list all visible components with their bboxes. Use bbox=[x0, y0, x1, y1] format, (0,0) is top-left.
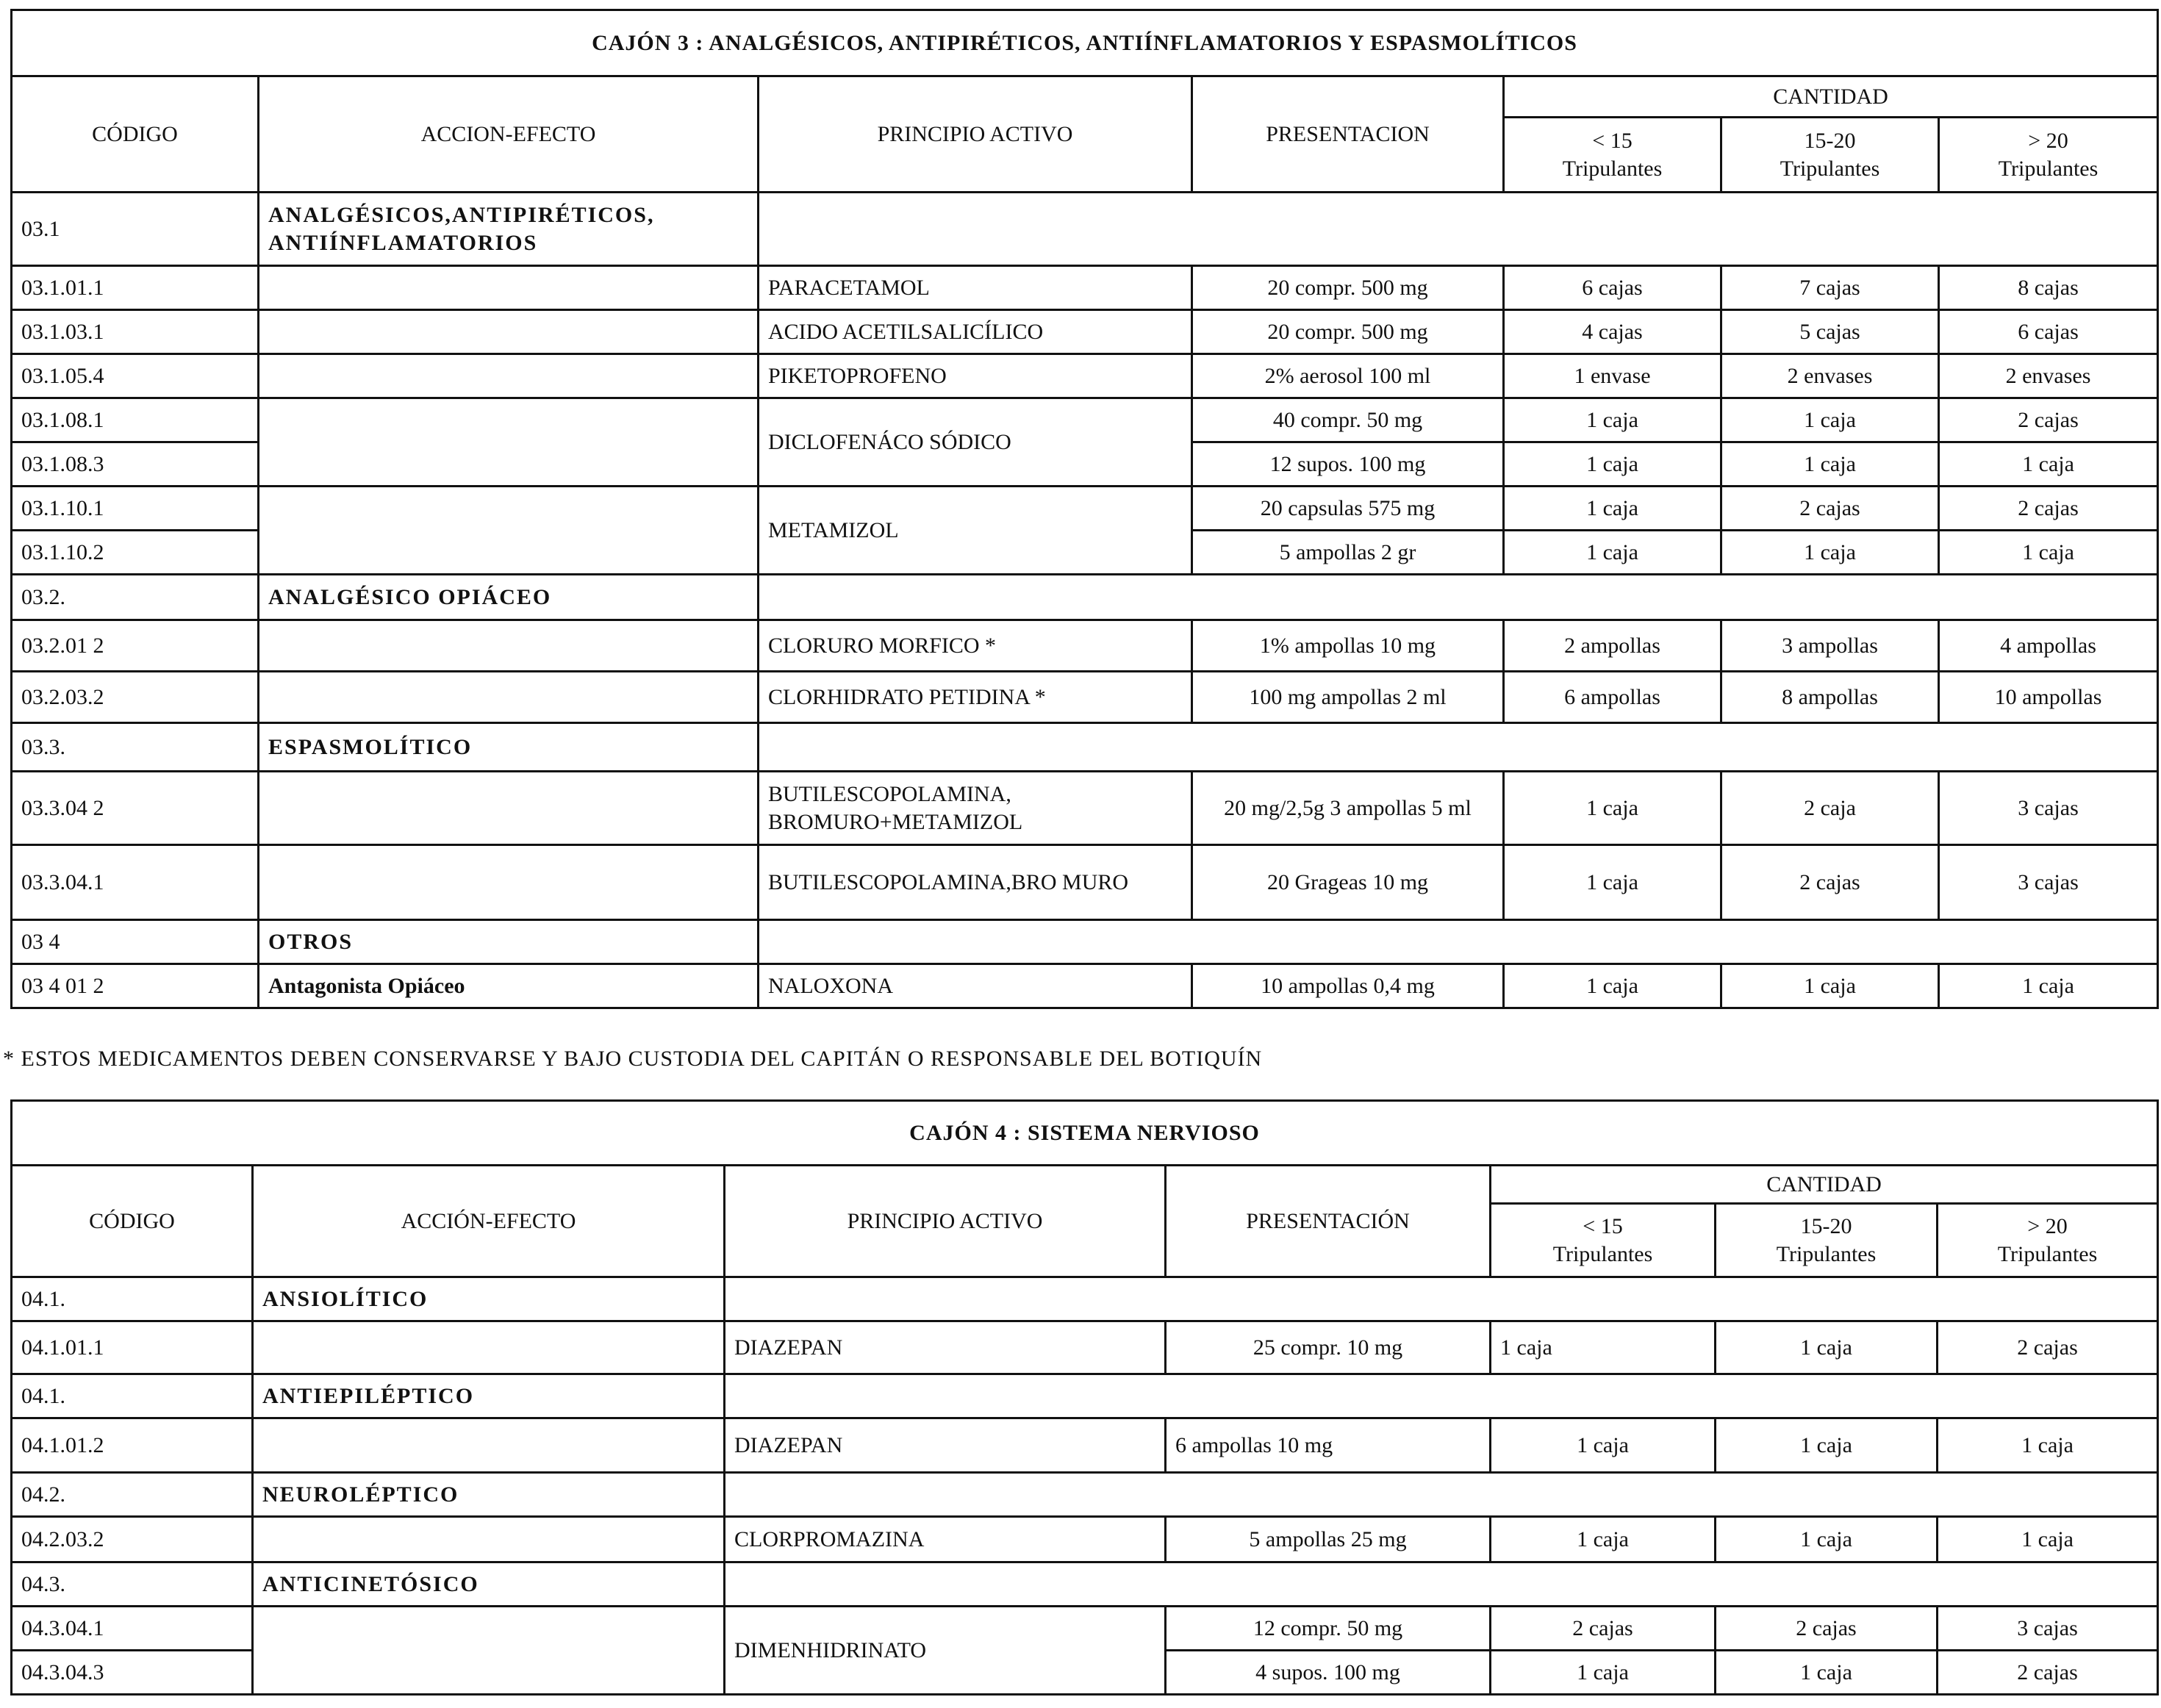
header-qty-gt20 bbox=[1939, 118, 2158, 193]
table-row bbox=[12, 1418, 2158, 1473]
row-qty-lt15: 1 caja bbox=[1504, 845, 1721, 920]
row-qty-gt20: 2 cajas bbox=[1938, 1651, 2158, 1695]
row-qty-15-20: 5 cajas bbox=[1721, 310, 1939, 354]
row-presentacion: 5 ampollas 2 gr bbox=[1192, 531, 1504, 575]
row-qty-gt20: 2 envases bbox=[1939, 354, 2158, 398]
row-principio: ACIDO ACETILSALICÍLICO bbox=[759, 310, 1192, 354]
row-qty-15-20: 1 caja bbox=[1716, 1321, 1938, 1374]
section-code: 03.2. bbox=[12, 575, 259, 620]
row-principio: PIKETOPROFENO bbox=[759, 354, 1192, 398]
row-qty-15-20: 2 envases bbox=[1721, 354, 1939, 398]
header-qty-15-20-label: Tripulantes bbox=[1776, 1241, 1877, 1266]
table-row bbox=[12, 1517, 2158, 1562]
row-qty-15-20: 1 caja bbox=[1716, 1517, 1938, 1562]
section-row bbox=[12, 193, 2158, 266]
row-qty-15-20: 1 caja bbox=[1721, 442, 1939, 487]
section-name: ANALGÉSICO OPIÁCEO bbox=[259, 575, 759, 620]
table-row bbox=[12, 487, 2158, 531]
row-code: 03.1.03.1 bbox=[12, 310, 259, 354]
row-code: 04.3.04.3 bbox=[12, 1651, 253, 1695]
row-qty-gt20: 1 caja bbox=[1939, 531, 2158, 575]
row-code: 03.1.10.1 bbox=[12, 487, 259, 531]
header-principio-activo: PRINCIPIO ACTIVO bbox=[759, 76, 1192, 193]
row-principio: CLORPROMAZINA bbox=[725, 1517, 1166, 1562]
section-code: 03.3. bbox=[12, 723, 259, 772]
header-codigo: CÓDIGO bbox=[12, 1166, 253, 1277]
header-accion-efecto: ACCION-EFECTO bbox=[259, 76, 759, 193]
header-qty-lt15 bbox=[1504, 118, 1721, 193]
row-presentacion: 5 ampollas 25 mg bbox=[1166, 1517, 1491, 1562]
header-qty-15-20-range: 15-20 bbox=[1800, 1214, 1852, 1238]
section-code: 04.3. bbox=[12, 1562, 253, 1607]
header-qty-lt15-label: Tripulantes bbox=[1562, 156, 1663, 181]
table-row bbox=[12, 354, 2158, 398]
cajon4-title: CAJÓN 4 : SISTEMA NERVIOSO bbox=[12, 1101, 2158, 1166]
row-qty-lt15: 1 caja bbox=[1504, 442, 1721, 487]
header-qty-15-20 bbox=[1716, 1204, 1938, 1277]
row-presentacion: 25 compr. 10 mg bbox=[1166, 1321, 1491, 1374]
row-principio: DIAZEPAN bbox=[725, 1418, 1166, 1473]
header-qty-15-20-label: Tripulantes bbox=[1780, 156, 1880, 181]
row-code: 04.1.01.2 bbox=[12, 1418, 253, 1473]
section-code: 03 4 bbox=[12, 920, 259, 964]
header-cantidad: CANTIDAD bbox=[1504, 76, 2158, 118]
row-principio: BUTILESCOPOLAMINA,BRO MURO bbox=[759, 845, 1192, 920]
section-name: ANSIOLÍTICO bbox=[253, 1277, 725, 1321]
row-code: 03.3.04 2 bbox=[12, 772, 259, 845]
row-presentacion: 1% ampollas 10 mg bbox=[1192, 620, 1504, 672]
header-qty-lt15-range: < 15 bbox=[1583, 1214, 1623, 1238]
row-qty-lt15: 1 caja bbox=[1504, 487, 1721, 531]
row-qty-lt15: 4 cajas bbox=[1504, 310, 1721, 354]
row-code: 03.1.05.4 bbox=[12, 354, 259, 398]
row-presentacion: 40 compr. 50 mg bbox=[1192, 398, 1504, 442]
section-row bbox=[12, 920, 2158, 964]
row-principio: NALOXONA bbox=[759, 964, 1192, 1008]
row-presentacion: 20 compr. 500 mg bbox=[1192, 310, 1504, 354]
table-row bbox=[12, 620, 2158, 672]
header-codigo: CÓDIGO bbox=[12, 76, 259, 193]
table-row bbox=[12, 964, 2158, 1008]
row-qty-lt15: 6 cajas bbox=[1504, 266, 1721, 310]
row-principio: DICLOFENÁCO SÓDICO bbox=[759, 398, 1192, 487]
row-principio: BUTILESCOPOLAMINA, BROMURO+METAMIZOL bbox=[759, 772, 1192, 845]
section-name: ESPASMOLÍTICO bbox=[259, 723, 759, 772]
row-qty-gt20: 1 caja bbox=[1938, 1418, 2158, 1473]
header-qty-gt20-label: Tripulantes bbox=[1998, 156, 2099, 181]
row-presentacion: 12 supos. 100 mg bbox=[1192, 442, 1504, 487]
row-principio: CLORURO MORFICO * bbox=[759, 620, 1192, 672]
row-presentacion: 12 compr. 50 mg bbox=[1166, 1607, 1491, 1651]
row-qty-15-20: 1 caja bbox=[1721, 398, 1939, 442]
row-qty-15-20: 3 ampollas bbox=[1721, 620, 1939, 672]
row-qty-15-20: 8 ampollas bbox=[1721, 672, 1939, 723]
cajon3-title-text: CAJÓN 3 : ANALGÉSICOS, ANTIPIRÉTICOS, ANTIÍNFLAMATORIOS Y ESPASMOLÍTICOS bbox=[592, 30, 1577, 55]
row-qty-lt15: 2 ampollas bbox=[1504, 620, 1721, 672]
section-row bbox=[12, 1277, 2158, 1321]
header-qty-gt20-label: Tripulantes bbox=[1997, 1241, 2098, 1266]
row-qty-lt15: 1 caja bbox=[1504, 398, 1721, 442]
row-qty-lt15: 1 caja bbox=[1491, 1517, 1716, 1562]
section-row bbox=[12, 575, 2158, 620]
row-qty-lt15: 1 caja bbox=[1504, 772, 1721, 845]
section-row bbox=[12, 1374, 2158, 1418]
row-code: 03.1.08.3 bbox=[12, 442, 259, 487]
row-qty-gt20: 2 cajas bbox=[1939, 487, 2158, 531]
row-qty-15-20: 1 caja bbox=[1721, 964, 1939, 1008]
row-principio: DIAZEPAN bbox=[725, 1321, 1166, 1374]
row-qty-15-20: 1 caja bbox=[1721, 531, 1939, 575]
header-qty-15-20 bbox=[1721, 118, 1939, 193]
row-code: 04.3.04.1 bbox=[12, 1607, 253, 1651]
section-name: NEUROLÉPTICO bbox=[253, 1473, 725, 1517]
row-presentacion: 20 mg/2,5g 3 ampollas 5 ml bbox=[1192, 772, 1504, 845]
row-qty-gt20: 3 cajas bbox=[1938, 1607, 2158, 1651]
row-code: 03.2.01 2 bbox=[12, 620, 259, 672]
row-code: 03.1.10.2 bbox=[12, 531, 259, 575]
row-qty-gt20: 4 ampollas bbox=[1939, 620, 2158, 672]
row-qty-lt15: 1 caja bbox=[1491, 1651, 1716, 1695]
row-code: 03.1.08.1 bbox=[12, 398, 259, 442]
row-code: 04.1.01.1 bbox=[12, 1321, 253, 1374]
header-presentacion: PRESENTACION bbox=[1192, 76, 1504, 193]
table-row bbox=[12, 398, 2158, 442]
table-row bbox=[12, 310, 2158, 354]
row-presentacion: 6 ampollas 10 mg bbox=[1166, 1418, 1491, 1473]
section-name: ANTIEPILÉPTICO bbox=[253, 1374, 725, 1418]
row-qty-15-20: 1 caja bbox=[1716, 1418, 1938, 1473]
row-presentacion: 100 mg ampollas 2 ml bbox=[1192, 672, 1504, 723]
table-row bbox=[12, 1321, 2158, 1374]
row-code: 03.1.01.1 bbox=[12, 266, 259, 310]
section-code: 04.2. bbox=[12, 1473, 253, 1517]
row-presentacion: 2% aerosol 100 ml bbox=[1192, 354, 1504, 398]
cajon3-footnote: * ESTOS MEDICAMENTOS DEBEN CONSERVARSE Y BAJO CUSTODIA DEL CAPITÁN O RESPONSABLE DEL BOTIQUÍN bbox=[3, 1047, 1263, 1071]
section-row bbox=[12, 723, 2158, 772]
header-qty-lt15-label: Tripulantes bbox=[1552, 1241, 1653, 1266]
row-qty-lt15: 6 ampollas bbox=[1504, 672, 1721, 723]
row-qty-lt15: 1 caja bbox=[1504, 531, 1721, 575]
row-qty-gt20: 8 cajas bbox=[1939, 266, 2158, 310]
row-principio: PARACETAMOL bbox=[759, 266, 1192, 310]
row-code: 03.3.04.1 bbox=[12, 845, 259, 920]
row-qty-gt20: 3 cajas bbox=[1939, 845, 2158, 920]
row-qty-15-20: 7 cajas bbox=[1721, 266, 1939, 310]
table-row bbox=[12, 1607, 2158, 1651]
header-presentacion: PRESENTACIÓN bbox=[1166, 1166, 1491, 1277]
row-qty-15-20: 1 caja bbox=[1716, 1651, 1938, 1695]
row-presentacion: 4 supos. 100 mg bbox=[1166, 1651, 1491, 1695]
row-presentacion: 20 capsulas 575 mg bbox=[1192, 487, 1504, 531]
row-qty-gt20: 2 cajas bbox=[1939, 398, 2158, 442]
header-qty-gt20-range: > 20 bbox=[2027, 1214, 2068, 1238]
table-row bbox=[12, 266, 2158, 310]
section-name: OTROS bbox=[259, 920, 759, 964]
section-name: ANTICINETÓSICO bbox=[253, 1562, 725, 1607]
row-presentacion: 20 Grageas 10 mg bbox=[1192, 845, 1504, 920]
row-qty-lt15: 2 cajas bbox=[1491, 1607, 1716, 1651]
header-qty-gt20 bbox=[1938, 1204, 2158, 1277]
header-accion-efecto: ACCIÓN-EFECTO bbox=[253, 1166, 725, 1277]
section-row bbox=[12, 1473, 2158, 1517]
row-qty-15-20: 2 cajas bbox=[1721, 487, 1939, 531]
row-qty-gt20: 6 cajas bbox=[1939, 310, 2158, 354]
row-qty-gt20: 1 caja bbox=[1939, 442, 2158, 487]
row-code: 04.2.03.2 bbox=[12, 1517, 253, 1562]
row-code: 03.2.03.2 bbox=[12, 672, 259, 723]
cajon3-title bbox=[12, 10, 2158, 76]
row-qty-gt20: 10 ampollas bbox=[1939, 672, 2158, 723]
header-qty-gt20-range: > 20 bbox=[2028, 129, 2068, 153]
cajon3-table bbox=[10, 9, 2159, 1009]
section-code: 03.1 bbox=[12, 193, 259, 266]
row-principio: CLORHIDRATO PETIDINA * bbox=[759, 672, 1192, 723]
row-qty-lt15: 1 caja bbox=[1491, 1321, 1716, 1374]
section-code: 04.1. bbox=[12, 1374, 253, 1418]
row-qty-gt20: 1 caja bbox=[1939, 964, 2158, 1008]
row-presentacion: 20 compr. 500 mg bbox=[1192, 266, 1504, 310]
header-principio-activo: PRINCIPIO ACTIVO bbox=[725, 1166, 1166, 1277]
row-qty-15-20: 2 cajas bbox=[1716, 1607, 1938, 1651]
row-qty-15-20: 2 cajas bbox=[1721, 845, 1939, 920]
row-presentacion: 10 ampollas 0,4 mg bbox=[1192, 964, 1504, 1008]
row-qty-15-20: 2 caja bbox=[1721, 772, 1939, 845]
row-principio: DIMENHIDRINATO bbox=[725, 1607, 1166, 1695]
header-qty-lt15-range: < 15 bbox=[1592, 129, 1633, 153]
row-qty-gt20: 3 cajas bbox=[1939, 772, 2158, 845]
row-qty-gt20: 1 caja bbox=[1938, 1517, 2158, 1562]
section-name: ANALGÉSICOS,ANTIPIRÉTICOS, ANTIÍNFLAMATORIOS bbox=[259, 193, 759, 266]
table-row bbox=[12, 845, 2158, 920]
section-code: 04.1. bbox=[12, 1277, 253, 1321]
row-code: 03 4 01 2 bbox=[12, 964, 259, 1008]
table-row bbox=[12, 772, 2158, 845]
header-qty-15-20-range: 15-20 bbox=[1804, 129, 1856, 153]
row-qty-lt15: 1 caja bbox=[1504, 964, 1721, 1008]
header-qty-lt15 bbox=[1491, 1204, 1716, 1277]
row-qty-gt20: 2 cajas bbox=[1938, 1321, 2158, 1374]
row-qty-lt15: 1 envase bbox=[1504, 354, 1721, 398]
table-row bbox=[12, 672, 2158, 723]
row-accion: Antagonista Opiáceo bbox=[259, 964, 759, 1008]
section-row bbox=[12, 1562, 2158, 1607]
row-principio: METAMIZOL bbox=[759, 487, 1192, 575]
header-cantidad: CANTIDAD bbox=[1491, 1166, 2158, 1204]
cajon4-table bbox=[10, 1099, 2159, 1696]
row-qty-lt15: 1 caja bbox=[1491, 1418, 1716, 1473]
